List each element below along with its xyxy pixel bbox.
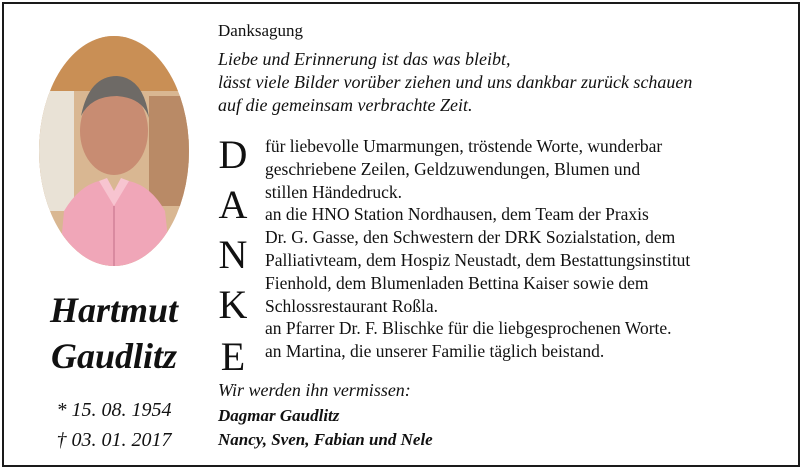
first-name: Hartmut (49, 290, 179, 330)
thanks-line: Fienhold, dem Blumenladen Bettina Kaiser sowie dem (265, 272, 649, 293)
thanks-line: an die HNO Station Nordhausen, dem Team der Praxis (265, 204, 649, 225)
danke-letter-a: A (218, 182, 248, 227)
birth-date: * 15. 08. 1954 (56, 399, 172, 421)
thanks-line: Schlossrestaurant Roßla. (265, 295, 439, 316)
obituary-notice (2, 2, 800, 467)
thanks-line: geschriebene Zeilen, Geldzuwendungen, Blumen und (265, 158, 641, 179)
thanks-text (265, 135, 690, 363)
thanks-line: für liebevolle Umarmungen, tröstende Worte, wunderbar (265, 136, 663, 156)
miss-text: Wir werden ihn vermissen: (218, 380, 411, 400)
signature-family: Nancy, Sven, Fabian und Nele (218, 430, 433, 449)
poem-line: Liebe und Erinnerung ist das was bleibt, (218, 49, 511, 69)
danke-letter-k: K (218, 282, 248, 327)
thanks-line: an Pfarrer Dr. F. Blischke für die liebgesprochenen Worte. (265, 318, 672, 339)
danke-letter-e: E (220, 334, 246, 379)
last-name: Gaudlitz (50, 336, 178, 376)
poem (218, 48, 692, 117)
death-date: † 03. 01. 2017 (56, 429, 172, 451)
signature-primary: Dagmar Gaudlitz (218, 406, 340, 425)
poem-line: lässt viele Bilder vorüber ziehen und uns dankbar zurück schauen (218, 72, 693, 92)
thanks-line: an Martina, die unserer Familie täglich beistand. (265, 341, 605, 362)
danke-letter-d: D (218, 132, 248, 177)
thanks-line: Dr. G. Gasse, den Schwestern der DRK Sozialstation, dem (265, 227, 676, 248)
poem-line: auf die gemeinsam verbrachte Zeit. (218, 95, 473, 115)
thanks-line: stillen Händedruck. (265, 181, 403, 202)
notice-heading: Danksagung (218, 21, 303, 40)
portrait-photo (39, 36, 189, 266)
danke-letter-n: N (218, 232, 248, 277)
thanks-line: Palliativteam, dem Hospiz Neustadt, dem Bestattungsinstitut (265, 249, 691, 270)
